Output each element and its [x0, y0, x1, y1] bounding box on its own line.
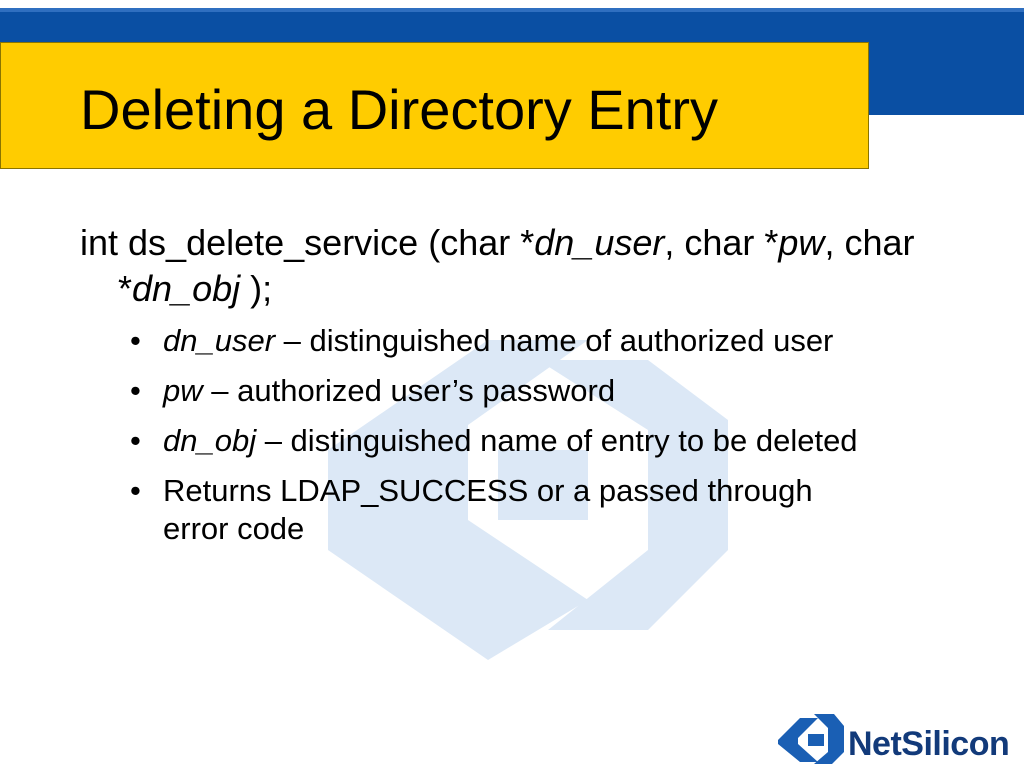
- bullet-text: – authorized user’s password: [202, 373, 616, 408]
- signature-arg-dn-user: dn_user: [534, 222, 665, 263]
- bullet-text: – distinguished name of authorized user: [275, 323, 834, 358]
- company-logo-text: NetSilicon: [848, 725, 1010, 763]
- signature-part-4: );: [240, 268, 273, 309]
- bullet-text: Returns LDAP_SUCCESS or a passed through error code: [163, 473, 813, 546]
- function-signature: [80, 220, 960, 312]
- bullet-item-dn-user: [130, 322, 883, 360]
- bullet-item-returns: [130, 472, 883, 548]
- bullet-list: [80, 322, 960, 548]
- bullet-icon: •: [130, 373, 141, 408]
- bullet-text: – distinguished name of entry to be deleted: [256, 423, 858, 458]
- signature-arg-pw: pw: [778, 222, 825, 263]
- bullet-term: dn_user: [163, 323, 276, 358]
- signature-part-2: , char *: [664, 222, 779, 263]
- bullet-term: dn_obj: [163, 423, 257, 458]
- signature-part-3: , char *: [118, 222, 915, 309]
- bullet-icon: •: [130, 323, 141, 358]
- slide-content: [80, 220, 960, 560]
- header-band-highlight: [0, 8, 1024, 12]
- bullet-item-pw: [130, 372, 883, 410]
- slide-title: Deleting a Directory Entry: [80, 78, 719, 141]
- bullet-term: pw: [163, 373, 203, 408]
- signature-arg-dn-obj: dn_obj: [132, 268, 241, 309]
- signature-part-1: int ds_delete_service (char *: [80, 222, 535, 263]
- bullet-icon: •: [130, 423, 141, 458]
- bullet-icon: •: [130, 473, 141, 508]
- bullet-item-dn-obj: [130, 422, 883, 460]
